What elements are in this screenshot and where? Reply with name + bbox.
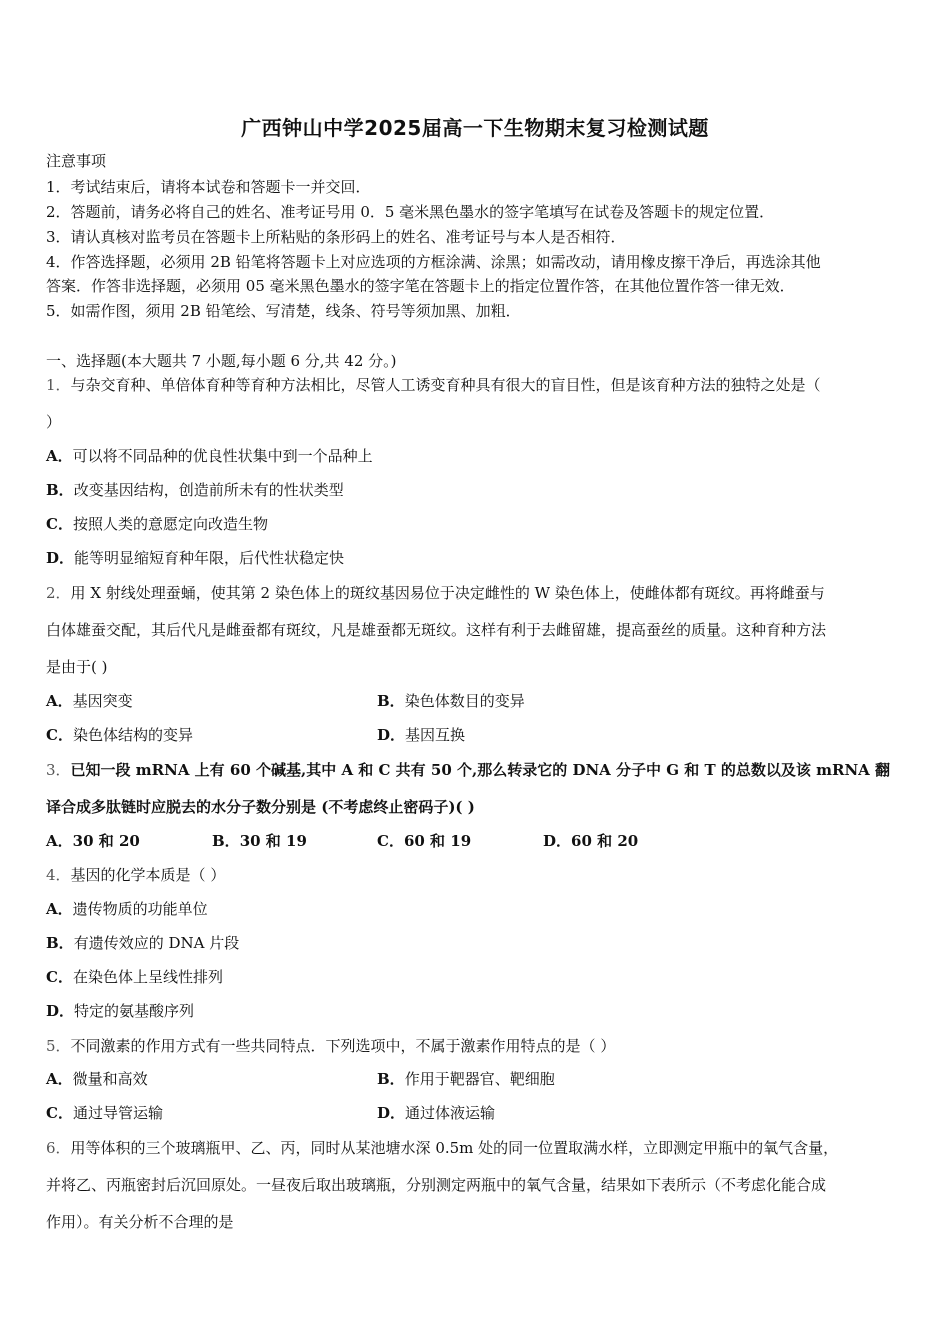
option-text: 30 和 20 <box>72 832 140 850</box>
option-text: 基因互换 <box>405 726 466 744</box>
question-6-stem <box>46 1138 838 1158</box>
option-text: 能等明显缩短育种年限，后代性状稳定快 <box>74 549 345 567</box>
option-text: 染色体结构的变异 <box>72 726 193 744</box>
option-text: 微量和高效 <box>72 1070 148 1088</box>
q5-option-a[interactable] <box>46 1069 148 1089</box>
option-text: 遗传物质的功能单位 <box>72 900 208 918</box>
q1-option-c[interactable] <box>46 514 268 534</box>
question-2-stem-cont: 白体雄蚕交配，其后代凡是雌蚕都有斑纹，凡是雄蚕都无斑纹。这样有利于去雌留雄，提高蚕丝的质量。这种育种方法 <box>46 621 827 639</box>
question-3-stem <box>46 760 890 780</box>
question-text: 用 X 射线处理蚕蛹，使其第 2 染色体上的斑纹基因易位于决定雌性的 W 染色体上，使雌体都有斑纹。再将雌蚕与 <box>70 584 825 602</box>
option-letter: A． <box>46 447 73 465</box>
option-text: 可以将不同品种的优良性状集中到一个品种上 <box>72 447 373 465</box>
question-4-stem <box>46 865 225 885</box>
q2-option-c[interactable] <box>46 725 193 745</box>
question-number: 2． <box>46 584 71 602</box>
question-5-stem <box>46 1036 615 1056</box>
option-text: 作用于靶器官、靶细胞 <box>404 1070 555 1088</box>
option-text: 30 和 19 <box>239 832 307 850</box>
option-letter: C． <box>46 968 73 986</box>
option-text: 60 和 19 <box>403 832 472 850</box>
option-letter: D． <box>543 832 572 850</box>
q4-option-a[interactable] <box>46 899 208 919</box>
q3-option-a[interactable] <box>46 831 140 851</box>
q2-option-b[interactable] <box>377 691 525 711</box>
q4-option-b[interactable] <box>46 933 239 953</box>
q1-option-a[interactable] <box>46 446 373 466</box>
q3-option-b[interactable] <box>212 831 307 851</box>
question-number: 5． <box>46 1037 71 1055</box>
question-text: 用等体积的三个玻璃瓶甲、乙、丙，同时从某池塘水深 0.5m 处的同一位置取满水样，立即测定甲瓶中的氧气含量， <box>70 1139 839 1157</box>
question-2-stem-cont: 是由于( ) <box>46 658 108 676</box>
option-letter: A． <box>46 832 73 850</box>
question-text: 不同激素的作用方式有一些共同特点．下列选项中，不属于激素作用特点的是（ ） <box>70 1037 616 1055</box>
question-number: 1． <box>46 376 71 394</box>
option-text: 有遗传效应的 DNA 片段 <box>73 934 240 952</box>
option-letter: D． <box>377 726 406 744</box>
question-number: 3． <box>46 761 71 779</box>
notice-item: 3．请认真核对监考员在答题卡上所粘贴的条形码上的姓名、准考证号与本人是否相符． <box>46 228 626 246</box>
q4-option-d[interactable] <box>46 1001 194 1021</box>
q4-option-c[interactable] <box>46 967 223 987</box>
page-title: 广西钟山中学2025届高一下生物期末复习检测试题 <box>241 116 709 140</box>
option-text: 基因突变 <box>72 692 133 710</box>
option-letter: C． <box>377 832 404 850</box>
option-letter: A． <box>46 1070 73 1088</box>
notice-item: 2．答题前，请务必将自己的姓名、准考证号用 0．5 毫米黑色墨水的签字笔填写在试卷及答题卡的规定位置． <box>46 203 775 221</box>
notice-item: 1．考试结束后，请将本试卷和答题卡一并交回． <box>46 178 371 196</box>
question-1-stem-cont: ） <box>46 413 62 431</box>
q1-option-b[interactable] <box>46 480 344 500</box>
question-6-stem-cont: 作用）。有关分析不合理的是 <box>46 1213 234 1231</box>
option-text: 在染色体上呈线性排列 <box>72 968 223 986</box>
option-text: 特定的氨基酸序列 <box>74 1002 195 1020</box>
notice-item: 4．作答选择题，必须用 2B 铅笔将答题卡上对应选项的方框涂满、涂黑；如需改动，请用橡皮擦干净后，再选涂其他 <box>46 253 821 271</box>
option-letter: B． <box>212 832 240 850</box>
question-number: 4． <box>46 866 71 884</box>
option-letter: A． <box>46 900 73 918</box>
option-letter: D． <box>377 1104 406 1122</box>
section-heading: 一、选择题(本大题共 7 小题,每小题 6 分,共 42 分。) <box>46 352 397 370</box>
q2-option-d[interactable] <box>377 725 465 745</box>
notice-item: 答案．作答非选择题，必须用 05 毫米黑色墨水的签字笔在答题卡上的指定位置作答，在其他位置作答一律无效． <box>46 277 795 295</box>
option-text: 通过导管运输 <box>72 1104 163 1122</box>
question-3-stem-cont: 译合成多肽链时应脱去的水分子数分别是 (不考虑终止密码子)( ) <box>46 798 475 816</box>
question-1-stem <box>46 375 821 395</box>
q3-option-d[interactable] <box>543 831 638 851</box>
question-text: 基因的化学本质是（ ） <box>70 866 226 884</box>
question-6-stem-cont: 并将乙、丙瓶密封后沉回原处。一昼夜后取出玻璃瓶，分别测定两瓶中的氧气含量，结果如下表所示（不考虑化能合成 <box>46 1176 827 1194</box>
notice-item: 5．如需作图，须用 2B 铅笔绘、写清楚，线条、符号等须加黑、加粗． <box>46 302 521 320</box>
option-letter: B． <box>46 934 74 952</box>
option-letter: C． <box>46 1104 73 1122</box>
q3-option-c[interactable] <box>377 831 471 851</box>
option-text: 60 和 20 <box>571 832 639 850</box>
notice-heading: 注意事项 <box>46 152 107 170</box>
q5-option-b[interactable] <box>377 1069 555 1089</box>
option-text: 改变基因结构，创造前所未有的性状类型 <box>73 481 344 499</box>
q2-option-a[interactable] <box>46 691 133 711</box>
question-number: 6． <box>46 1139 71 1157</box>
option-letter: C． <box>46 515 73 533</box>
option-letter: C． <box>46 726 73 744</box>
option-text: 染色体数目的变异 <box>404 692 525 710</box>
option-letter: A． <box>46 692 73 710</box>
question-text: 与杂交育种、单倍体育种等育种方法相比，尽管人工诱变育种具有很大的盲目性，但是该育种方法的独特之处是（ <box>70 376 821 394</box>
option-letter: B． <box>46 481 74 499</box>
option-letter: D． <box>46 1002 75 1020</box>
question-text: 已知一段 mRNA 上有 60 个碱基,其中 A 和 C 共有 50 个,那么转录它的 DNA 分子中 G 和 T 的总数以及该 mRNA 翻 <box>70 761 891 779</box>
option-text: 通过体液运输 <box>405 1104 496 1122</box>
option-letter: D． <box>46 549 75 567</box>
option-letter: B． <box>377 1070 405 1088</box>
q5-option-d[interactable] <box>377 1103 495 1123</box>
q1-option-d[interactable] <box>46 548 344 568</box>
option-text: 按照人类的意愿定向改造生物 <box>72 515 268 533</box>
question-2-stem <box>46 583 825 603</box>
option-letter: B． <box>377 692 405 710</box>
q5-option-c[interactable] <box>46 1103 163 1123</box>
